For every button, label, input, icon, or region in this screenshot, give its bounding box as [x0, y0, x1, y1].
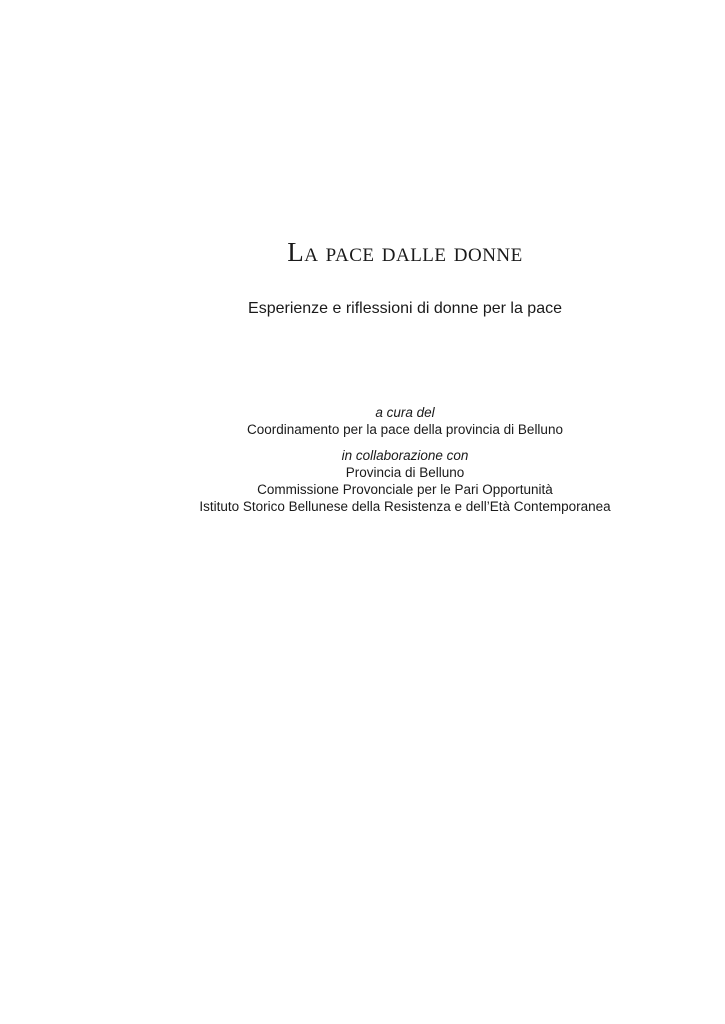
collaboration-label: in collaborazione con	[341, 448, 469, 463]
book-subtitle: Esperienze e riflessioni di donne per la pace	[248, 300, 562, 317]
collaborator-item: Provincia di Belluno	[345, 465, 465, 480]
collaborator-item: Istituto Storico Bellunese della Resistenza e dell’Età Contemporanea	[199, 499, 611, 514]
curated-by-label: a cura del	[375, 405, 435, 420]
book-title: La pace dalle donne	[287, 237, 523, 267]
collaborator-item: Commissione Provonciale per le Pari Opportunità	[257, 482, 553, 497]
credits-block	[0, 404, 725, 515]
curator-name: Coordinamento per la pace della provincia di Belluno	[247, 422, 563, 437]
